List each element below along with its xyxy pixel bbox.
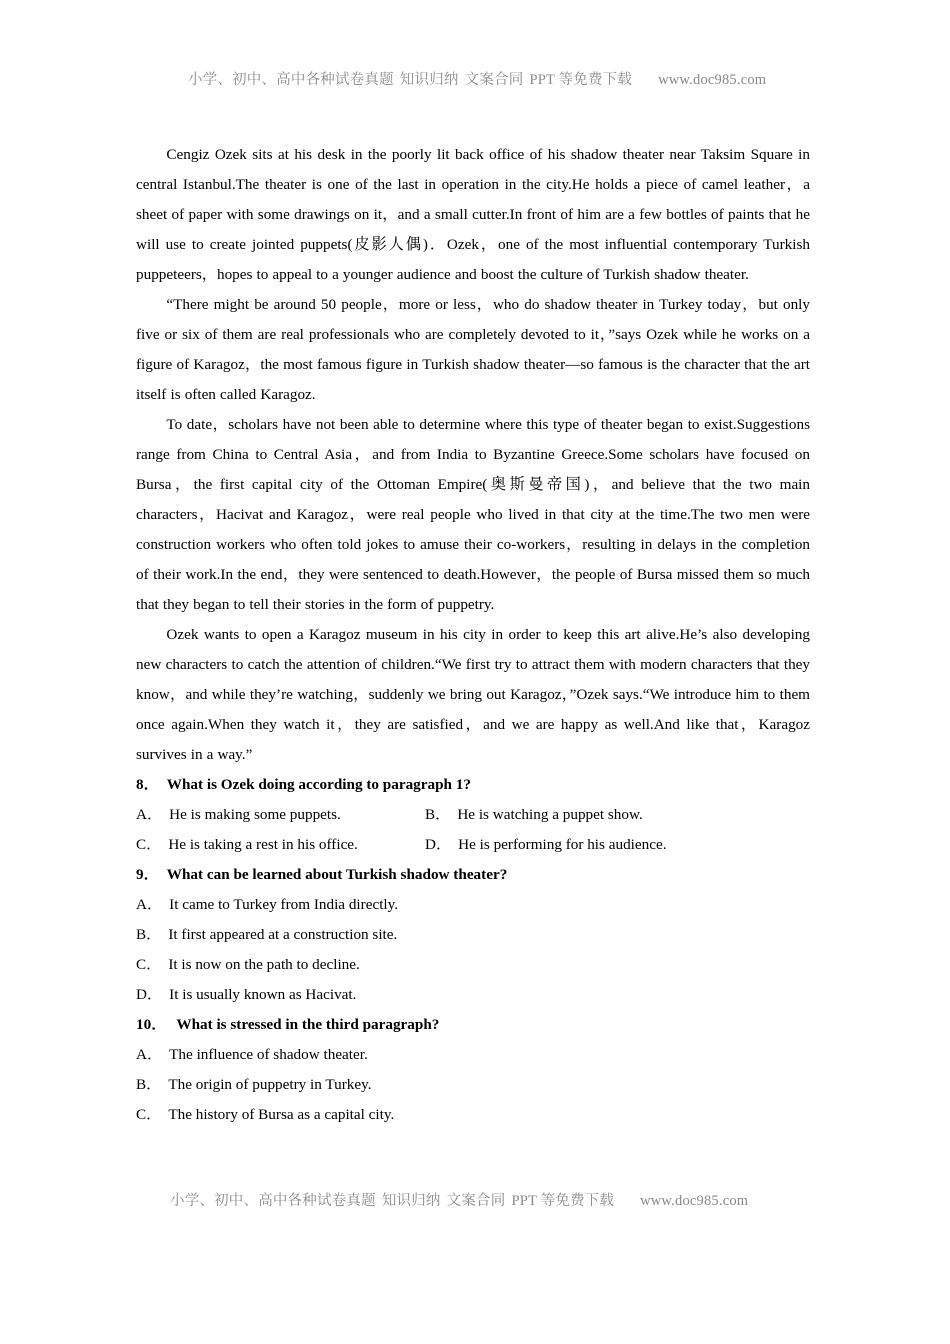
question-8-stem: [136, 770, 810, 800]
question-8-option-B-separator: ．: [435, 806, 451, 823]
question-10-option-B[interactable]: [136, 1070, 810, 1100]
question-9-separator: ．: [143, 866, 159, 883]
question-10-stem: [136, 1010, 810, 1040]
question-10-option-B-text: The origin of puppetry in Turkey.: [168, 1076, 372, 1093]
watermark-header: [188, 68, 766, 89]
question-9-option-A-separator: ．: [146, 896, 163, 913]
question-9-option-D-text: It is usually known as Hacivat.: [169, 986, 357, 1003]
question-9-option-D[interactable]: [136, 980, 810, 1010]
watermark-footer: [170, 1189, 748, 1210]
question-8-option-C-separator: ．: [146, 836, 162, 853]
watermark-header-cn2: 知识归纳: [399, 72, 459, 88]
watermark-footer-cn1: 小学、初中、高中各种试卷真题: [170, 1193, 376, 1209]
question-8-option-B-text: He is watching a puppet show.: [457, 806, 643, 823]
question-9-option-B[interactable]: [136, 920, 810, 950]
passage-paragraph-4: Ozek wants to open a Karagoz museum in his city in order to keep this art alive.He’s also developing new characters to catch the attention of children.“We first try to attract them with modern characters that they know，and while they’re watching，suddenly we bring out Karagoz，”Ozek says.“We introduce him to them once again.When they watch it，they are satisfied，and we are happy as well.And like that，Karagoz survives in a way.”: [136, 626, 810, 763]
question-9-option-A[interactable]: [136, 890, 810, 920]
question-8-number: 8: [136, 776, 144, 793]
question-9-option-C-separator: ．: [146, 956, 162, 973]
watermark-footer-url: www.doc985.com: [640, 1193, 749, 1209]
passage-and-questions: [136, 140, 810, 1130]
question-10-option-C[interactable]: [136, 1100, 810, 1130]
question-9-option-A-letter: A: [136, 896, 147, 913]
question-8-option-D-text: He is performing for his audience.: [458, 836, 667, 853]
question-10-option-C-letter: C: [136, 1106, 147, 1123]
question-10-option-B-letter: B: [136, 1076, 147, 1093]
watermark-header-url: www.doc985.com: [658, 72, 767, 88]
question-9-text: What can be learned about Turkish shadow theater?: [166, 866, 508, 883]
question-8-option-row-1: [136, 800, 810, 830]
watermark-header-cn4: PPT 等免费下载: [529, 72, 633, 88]
question-10-option-C-separator: ．: [146, 1106, 162, 1123]
question-8-separator: ．: [143, 776, 159, 793]
question-8-option-D[interactable]: [425, 830, 667, 860]
question-9-option-D-letter: D: [136, 986, 147, 1003]
question-8-option-D-letter: D: [425, 836, 436, 853]
question-8-option-C[interactable]: [136, 830, 358, 860]
question-8-text: What is Ozek doing according to paragraph 1?: [166, 776, 471, 793]
question-8-option-C-text: He is taking a rest in his office.: [168, 836, 358, 853]
question-10-option-A-letter: A: [136, 1046, 147, 1063]
question-8-option-A[interactable]: [136, 800, 341, 830]
watermark-footer-cn3: 文案合同: [446, 1193, 506, 1209]
question-9-option-B-letter: B: [136, 926, 147, 943]
passage-paragraph-2: “There might be around 50 people，more or less，who do shadow theater in Turkey today，but only five or six of them are real professionals who are completely devoted to it，”says Ozek while he works on a figure of Karagoz，the most famous figure in Turkish shadow theater—so famous is the character that the art itself is often called Karagoz.: [136, 296, 810, 403]
question-9-option-B-text: It first appeared at a construction site.: [168, 926, 398, 943]
question-9-option-B-separator: ．: [146, 926, 162, 943]
question-8-option-A-letter: A: [136, 806, 147, 823]
watermark-footer-cn4: PPT 等免费下载: [511, 1193, 615, 1209]
question-9-option-C-letter: C: [136, 956, 147, 973]
question-8-option-D-separator: ．: [435, 836, 452, 853]
passage-paragraph-3: To date，scholars have not been able to determine where this type of theater began to exist.Suggestions range from China to Central Asia，and from India to Byzantine Greece.Some scholars have focused on Bursa，the first capital city of the Ottoman Empire(奥斯曼帝国)，and believe that the two main characters，Hacivat and Karagoz，were real people who lived in that city at the time.The two men were construction workers who often told jokes to amuse their co-workers，resulting in delays in the completion of their work.In the end，they were sentenced to death.However，the people of Bursa missed them so much that they began to tell their stories in the form of puppetry.: [136, 416, 810, 613]
question-8-option-A-separator: ．: [146, 806, 163, 823]
question-9-option-C-text: It is now on the path to decline.: [168, 956, 360, 973]
question-9-option-A-text: It came to Turkey from India directly.: [169, 896, 399, 913]
question-10-option-A[interactable]: [136, 1040, 810, 1070]
question-10-option-B-separator: ．: [146, 1076, 162, 1093]
question-10-separator: ．: [151, 1016, 167, 1033]
question-8-option-row-2: [136, 830, 810, 860]
question-8-option-B[interactable]: [425, 800, 643, 830]
question-9-option-C[interactable]: [136, 950, 810, 980]
question-9-number: 9: [136, 866, 144, 883]
question-8-option-C-letter: C: [136, 836, 147, 853]
watermark-header-cn3: 文案合同: [464, 72, 524, 88]
question-9-stem: [136, 860, 810, 890]
question-10-text: What is stressed in the third paragraph?: [176, 1016, 440, 1033]
question-10-option-A-text: The influence of shadow theater.: [169, 1046, 368, 1063]
passage-paragraph-1: Cengiz Ozek sits at his desk in the poorly lit back office of his shadow theater near Taksim Square in central Istanbul.The theater is one of the last in operation in the city.He holds a piece of camel leather，a sheet of paper with some drawings on it，and a small cutter.In front of him are a few bottles of paints that he will use to create jointed puppets(皮影人偶)．Ozek，one of the most influential contemporary Turkish puppeteers，hopes to appeal to a younger audience and boost the culture of Turkish shadow theater.: [136, 146, 810, 283]
question-8-option-B-letter: B: [425, 806, 436, 823]
question-8-option-A-text: He is making some puppets.: [169, 806, 341, 823]
question-10-option-C-text: The history of Bursa as a capital city.: [168, 1106, 395, 1123]
watermark-footer-cn2: 知识归纳: [381, 1193, 441, 1209]
question-10-option-A-separator: ．: [146, 1046, 163, 1063]
question-9-option-D-separator: ．: [146, 986, 163, 1003]
watermark-header-cn1: 小学、初中、高中各种试卷真题: [188, 72, 394, 88]
question-10-number: 10: [136, 1016, 152, 1033]
